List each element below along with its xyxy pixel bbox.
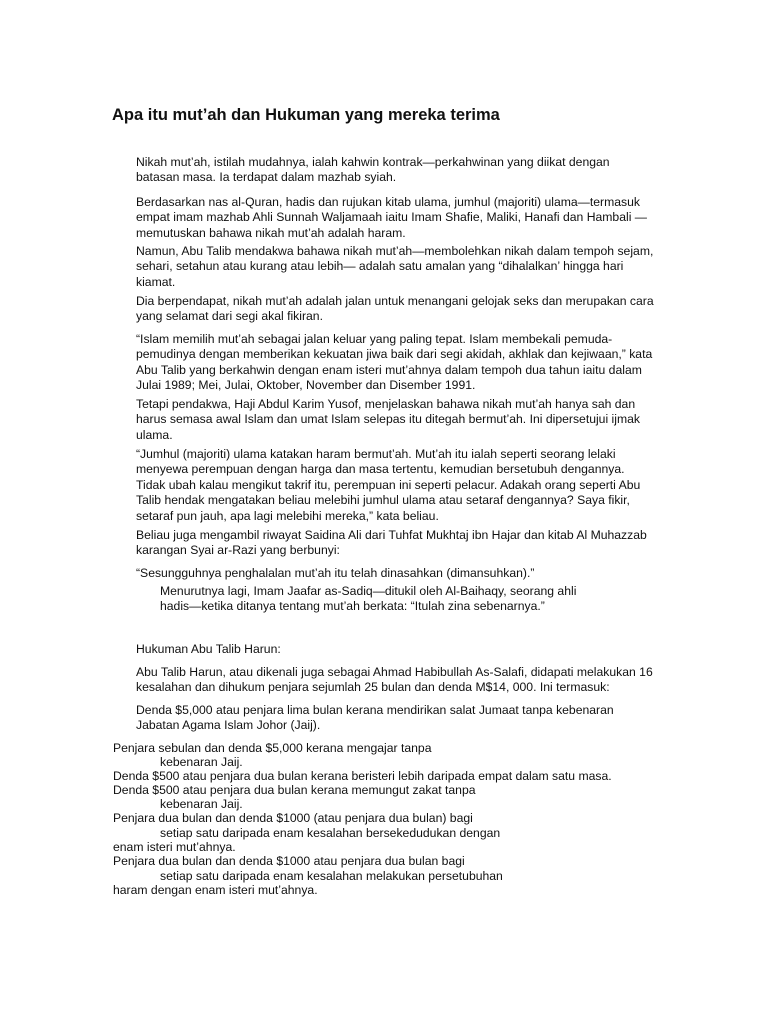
- list-line: setiap satu daripada enam kesalahan melakukan persetubuhan: [160, 869, 503, 883]
- list-line: kebenaran Jaij.: [160, 755, 243, 769]
- paragraph-5: “Islam memilih mut’ah sebagai jalan keluar yang paling tepat. Islam membekali pemuda-pemudinya dengan memberikan kekuatan jiwa baik dari segi akidah, akhlak dan kejiwaan,” kata Abu Talib yang berkahwin dengan enam isteri mut’ahnya dalam tempoh dua tahun iaitu dalam Julai 1989; Mei, Julai, Oktober, November dan Disember 1991.: [136, 332, 653, 393]
- section-paragraph-2: Denda $5,000 atau penjara lima bulan kerana mendirikan salat Jumaat tanpa kebenaran Jabatan Agama Islam Johor (Jaij).: [136, 703, 614, 733]
- list-line: Penjara dua bulan dan denda $1000 atau penjara dua bulan bagi: [113, 854, 465, 868]
- paragraph-6: Tetapi pendakwa, Haji Abdul Karim Yusof, menjelaskan bahawa nikah mut’ah hanya sah dan harus semasa awal Islam dan umat Islam selepas itu ditegah bermut’ah. Ini dipersetujui ijmak ulama.: [136, 397, 640, 442]
- section-paragraph-1: Abu Talib Harun, atau dikenali juga sebagai Ahmad Habibullah As-Salafi, didapati melakukan 16 kesalahan dan dihukum penjara sejumlah 25 bulan dan denda M$14, 000. Ini termasuk:: [136, 665, 653, 695]
- list-line: Denda $500 atau penjara dua bulan kerana memungut zakat tanpa: [113, 783, 476, 797]
- list-line: Denda $500 atau penjara dua bulan kerana beristeri lebih daripada empat dalam satu masa.: [113, 769, 612, 783]
- paragraph-7: “Jumhul (majoriti) ulama katakan haram bermut’ah. Mut’ah itu ialah seperti seorang lelaki menyewa perempuan dengan harga dan masa tertentu, kemudian bersetubuh dengannya. Tidak ubah kalau mengikut takrif itu, perempuan ini seperti pelacur. Adakah orang seperti Abu Talib hendak mengatakan beliau melebihi jumhul ulama atau setaraf dengannya? Saya fikir, setaraf pun jauh, apa lagi melebihi mereka,” kata beliau.: [136, 447, 641, 523]
- list-line: kebenaran Jaij.: [160, 797, 243, 811]
- paragraph-1: Nikah mut’ah, istilah mudahnya, ialah kahwin kontrak—perkahwinan yang diikat dengan batasan masa. Ia terdapat dalam mazhab syiah.: [136, 155, 610, 185]
- list-line: haram dengan enam isteri mut’ahnya.: [113, 883, 318, 897]
- paragraph-3: Namun, Abu Talib mendakwa bahawa nikah mut’ah—membolehkan nikah dalam tempoh sejam, sehari, setahun atau kurang atau lebih— adalah satu amalan yang “dihalalkan’ hingga hari kiamat.: [136, 244, 654, 289]
- list-line: setiap satu daripada enam kesalahan bersekedudukan dengan: [160, 826, 501, 840]
- paragraph-2: Berdasarkan nas al-Quran, hadis dan rujukan kitab ulama, jumhul (majoriti) ulama—termasuk empat imam mazhab Ahli Sunnah Waljamaah iaitu Imam Shafie, Maliki, Hanafi dan Hambali — memutuskan bahawa nikah mut’ah adalah haram.: [136, 195, 647, 240]
- section-heading: Hukuman Abu Talib Harun:: [136, 642, 281, 656]
- indented-quote: Menurutnya lagi, Imam Jaafar as-Sadiq—ditukil oleh Al-Baihaqy, seorang ahli hadis—ketika ditanya tentang mut’ah berkata: “Itulah zina sebenarnya.”: [160, 584, 577, 614]
- paragraph-8: Beliau juga mengambil riwayat Saidina Ali dari Tuhfat Mukhtaj ibn Hajar dan kitab Al Muhazzab karangan Syai ar-Razi yang berbunyi:: [136, 528, 647, 558]
- document-title: Apa itu mut’ah dan Hukuman yang mereka terima: [112, 106, 500, 124]
- paragraph-9: “Sesungguhnya penghalalan mut’ah itu telah dinasahkan (dimansuhkan).”: [136, 566, 535, 580]
- list-line: enam isteri mut’ahnya.: [113, 840, 236, 854]
- paragraph-4: Dia berpendapat, nikah mut’ah adalah jalan untuk menangani gelojak seks dan merupakan cara yang selamat dari segi akal fikiran.: [136, 294, 654, 324]
- list-line: Penjara dua bulan dan denda $1000 (atau penjara dua bulan) bagi: [113, 811, 473, 825]
- list-line: Penjara sebulan dan denda $5,000 kerana mengajar tanpa: [113, 741, 432, 755]
